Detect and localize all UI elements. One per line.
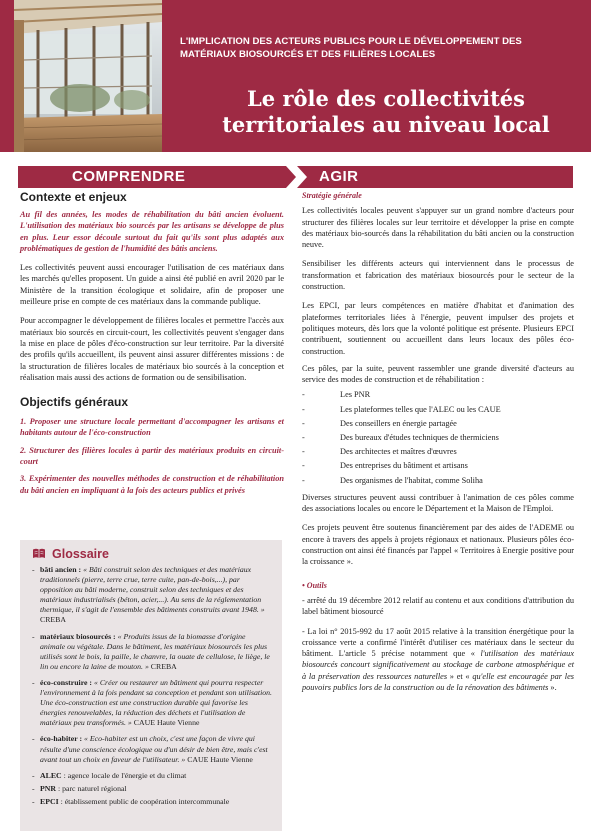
header-kicker: L'IMPLICATION DES ACTEURS PUBLICS POUR LE DÉVELOPPEMENT DES MATÉRIAUX BIOSOURCÉS ET DES FILIÈRES LOCALES	[180, 36, 522, 60]
glossary-definition: « Créer ou restaurer un bâtiment qui pourra respecter l'environnement à la fois pendant sa conception et pendant son utilisation. Une éco-construction est une construction durable qui favorise les énergies renouvelables, la réduction des déchets et l'utilisation de matériaux peu transformés. »	[40, 677, 273, 728]
glossary-source: : établissement public de coopération intercommunale	[58, 796, 230, 806]
strategy-paragraph: Sensibiliser les différents acteurs qui interviennent dans le processus de transformation et fabrication des matériaux biosourcés pour le secteur de la construction.	[302, 259, 574, 292]
glossary-source: : parc naturel régional	[56, 783, 127, 793]
strategy-paragraph: Les EPCI, par leurs compétences en matière d'habitat et d'animation des plateformes territoriales liées à l'énergie, peuvent impulser des projets et politiques moteurs, dès lors que la volonté politique est présente. Plusieurs EPCI contribuent, soutiennent ou accueillent dans leurs locaux des pôles éco-construction.	[302, 301, 574, 356]
strategy-paragraph: Ces pôles, par la suite, peuvent rassembler une grande diversité d'acteurs au service des modes de construction et de réhabilitation :	[302, 363, 574, 385]
glossary-list	[32, 565, 272, 807]
context-paragraph: Pour accompagner le développement de filières locales et permettre l'accès aux matériaux bio sourcés en circuit-court, les collectivités peuvent s'engager dans la mise en place de pôles d'éco-construction sur leur territoire. Par la diversité des profils qu'ils accueillent, ils peuvent ainsi assurer différentes missions : de la structuration de filières locales de matériaux bio sourcés à la conception et réalisation mais aussi des actions de formation ou de sensibilisation.	[20, 316, 284, 382]
glossary-term: bâti ancien :	[40, 565, 82, 574]
list-item: - Des bureaux d'études techniques de thermiciens	[302, 431, 574, 445]
glossary-term: matériaux biosourcés :	[40, 631, 116, 641]
list-item: - Des organismes de l'habitat, comme Soliha	[302, 474, 574, 488]
right-column	[302, 190, 574, 693]
strategy-paragraph: Diverses structures peuvent aussi contribuer à l'animation de ces pôles comme des associations locales ou encore le Département et la Maison de l'Emploi.	[302, 492, 574, 514]
glossary-item	[32, 734, 272, 764]
header-banner	[0, 0, 591, 152]
book-icon	[32, 548, 46, 560]
list-item: - Des entreprises du bâtiment et artisans	[302, 459, 574, 473]
glossary-source: : agence locale de l'énergie et du climat	[61, 770, 187, 780]
glossary-source: CREBA	[40, 615, 66, 625]
strategy-paragraph: Les collectivités locales peuvent s'appuyer sur un grand nombre d'acteurs pour structurer des filières locales sur leur territoire et développer la prise en compte des matériaux bio-sourcés dans la réhabilitation du bâti ancien ou la construction neuve.	[302, 206, 574, 250]
objectives-heading: Objectifs généraux	[20, 395, 129, 410]
objective-item: 1. Proposer une structure locale permettant d'accompagner les artisans et habitants autour de l'éco-construction	[20, 417, 284, 438]
tools-paragraph: - arrêté du 19 décembre 2012 relatif au contenu et aux conditions d'attribution du label bâtiment biosourcé	[302, 595, 574, 617]
glossary-term: éco-habiter :	[40, 734, 83, 744]
tools-text: » et «	[447, 671, 473, 681]
glossary-term: EPCI	[40, 796, 59, 806]
context-paragraph: Les collectivités peuvent aussi encourager l'utilisation de ces matériaux dans les marchés qu'elles proposent. Un guide a ainsi été publié en avril 2020 par le Ministère de la transition écologique et solidaire, afin de proposer une meilleure prise en compte de ces matériaux dans la commande publique.	[20, 263, 284, 307]
strategy-heading: Stratégie générale	[302, 191, 362, 200]
banner-notch	[297, 166, 307, 188]
strategy-paragraph: Ces projets peuvent être soutenus financièrement par des aides de l'ADEME ou encore à travers des appels à projets régionaux et nationaux. Plusieurs pôles éco-construction ont ainsi été financés par l'appel « Territoires à Energie positive pour la croissance ».	[302, 523, 574, 567]
glossary-title: Glossaire	[52, 546, 109, 561]
left-column	[20, 190, 284, 496]
objective-item: 2. Structurer des filières locales à partir des matériaux produits en circuit-court	[20, 445, 284, 467]
list-item: - Des architectes et maîtres d'œuvres	[302, 445, 574, 459]
objective-item: 3. Expérimenter des nouvelles méthodes de construction et de réhabilitation du bâti ancien en impliquant à la fois des acteurs publics et privés	[20, 474, 284, 495]
list-item: - Les plateformes telles que l'ALEC ou les CAUE	[302, 403, 574, 417]
glossary-item	[32, 771, 272, 781]
glossary-item	[32, 678, 272, 728]
glossary-definition: « Produits issus de la biomasse d'origine animale ou végétale. Dans le bâtiment, les matériaux biosourcés les plus utilisés sont le bois, la paille, le chanvre, la ouate de cellulose, le liège, le lin ou encore la laine de mouton. »	[40, 631, 270, 671]
glossary-item	[32, 632, 272, 672]
glossary-item	[32, 797, 272, 807]
building-interior-photo	[14, 0, 162, 152]
tools-heading: • Outils	[302, 580, 327, 590]
glossary-item	[32, 565, 272, 626]
glossary-definition: « Eco-habiter est un choix, c'est une façon de vivre qui résulte d'une conscience écologique ou d'un désir de bien être, mais c'est avant tout un choix en faveur de l'utilisateur. »	[40, 734, 268, 764]
glossary-header	[32, 546, 272, 562]
glossary-item	[32, 784, 272, 794]
section-banner-comprendre: COMPRENDRE	[18, 166, 286, 188]
banner-arrow	[286, 166, 296, 188]
tools-quote: qu'elle est encouragée par les pouvoirs publics lors de la construction ou de la rénovation des bâtiments	[302, 671, 574, 693]
section-banner-agir: AGIR	[297, 166, 573, 188]
list-item: - Des conseillers en énergie partagée	[302, 417, 574, 431]
context-heading: Contexte et enjeux	[20, 190, 127, 204]
glossary-term: éco-construire :	[40, 677, 93, 687]
glossary-term: ALEC	[40, 770, 62, 780]
tools-text: - La loi n° 2015-992 du 17 août 2015 relative à la transition énergétique pour la croissance verte a confirmé l'intérêt d'utiliser ces matériaux dans le secteur du bâtiment. L'article 5 précise notamment que «	[302, 626, 574, 659]
glossary-source: CAUE Haute Vienne	[131, 718, 200, 728]
tools-quote: l'utilisation des matériaux biosourcés concourt significativement au stockage de carbone atmosphérique et à la préservation des ressources naturelles	[302, 649, 574, 681]
glossary-source: CAUE Haute Vienne	[185, 754, 253, 764]
list-item: - Les PNR	[302, 388, 574, 402]
tools-text: ».	[548, 683, 557, 693]
glossary-term: PNR	[40, 783, 57, 793]
glossary-definition: « Bâti construit selon des techniques et des matériaux traditionnels (pierre, terre crue, terre cuite, pan-de-bois,...), par opposition au bâti moderne, construit selon des techniques et des matériaux industrialisés (béton, acier,...). Au sens de la réglementation thermique, il s'agit de l'ensemble des bâtiments construits avant 1948. »	[40, 565, 265, 615]
glossary-source: CREBA	[148, 661, 177, 671]
tools-paragraph	[302, 626, 574, 694]
context-lead: Au fil des années, les modes de réhabilitation du bâti ancien évoluent. L'utilisation des matériaux bio sourcés par les artisans se développe de plus en plus. Leur essor découle surtout du fait qu'ils sont plus adaptés aux problématiques de gestion de l'humidité des bâtis anciens.	[20, 210, 284, 253]
page-title: Le rôle des collectivités territoriales au niveau local	[222, 86, 550, 137]
glossary-box	[20, 540, 282, 831]
actors-list	[302, 388, 574, 487]
